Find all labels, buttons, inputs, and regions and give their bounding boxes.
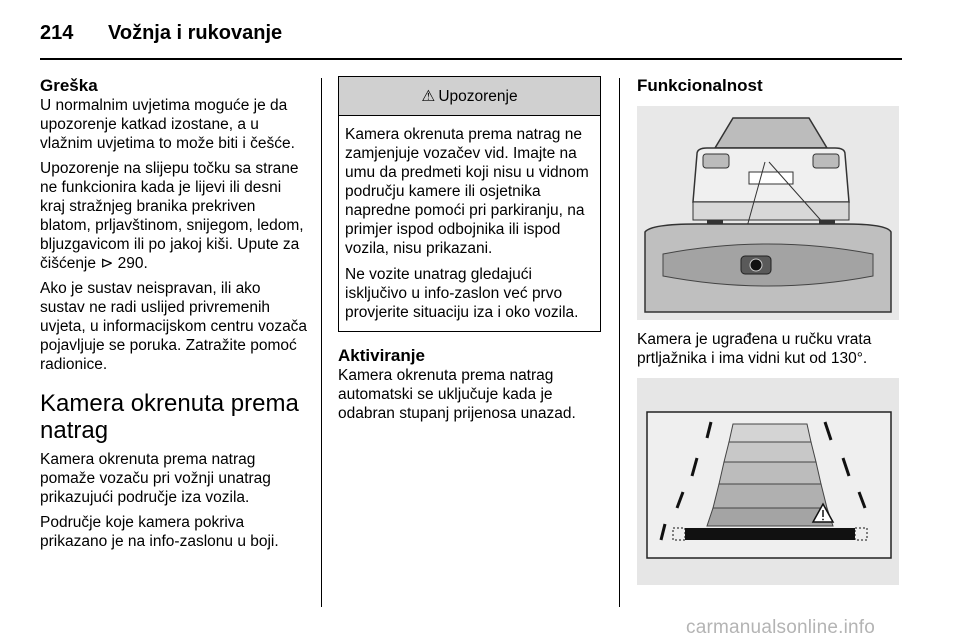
warning-box-header	[339, 77, 600, 116]
column-1	[40, 76, 308, 557]
rear-bumper	[693, 202, 849, 220]
right-tail-light	[813, 154, 839, 168]
fault-heading: Greška	[40, 76, 98, 95]
fault-paragraph-3: Ako je sustav neispravan, ili ako sustav ne radi uslijed privremenih uvjeta, u informacijskom centru vozača pojavljuje se poruka. Zatražite pomoć radionice.	[40, 280, 308, 373]
warning-paragraph-2: Ne vozite unatrag gledajući isključivo u info-zaslon već prvo provjerite situaciju iza i oko vozila.	[345, 266, 579, 321]
column-divider-1	[321, 78, 322, 607]
car-rear-window	[715, 118, 827, 148]
warning-title: Upozorenje	[438, 87, 518, 105]
fault-paragraph-2-text: Upozorenje na slijepu točku sa strane ne funkcionira kada je lijevi ili desni kraj stražnjeg branika prekriven blatom, prljavštinom, snijegom, ledom, bljuzgavicom ili po jakoj kiši. Upute za čišćenje	[40, 160, 304, 272]
chapter-title: Vožnja i rukovanje	[108, 22, 283, 44]
guide-band-3	[719, 462, 821, 484]
guide-band-5	[707, 508, 833, 526]
column-2	[338, 76, 602, 429]
column-divider-2	[619, 78, 620, 607]
function-text-block	[637, 330, 901, 374]
warning-body	[339, 116, 600, 331]
camera-lens	[750, 259, 762, 271]
header-rule	[40, 58, 902, 60]
guide-band-2	[724, 442, 816, 462]
warning-triangle-icon: ⚠	[421, 87, 436, 105]
rear-camera-heading: Kamera okrenuta prema natrag	[40, 390, 299, 444]
guide-band-4	[713, 484, 827, 508]
page-reference-number[interactable]: 290.	[117, 255, 148, 272]
activation-paragraph: Kamera okrenuta prema natrag automatski se uključuje kada je odabran stupanj prijenosa unazad.	[338, 367, 576, 422]
camera-display-illustration	[637, 378, 899, 585]
left-tail-light	[703, 154, 729, 168]
page-number: 214	[40, 22, 74, 44]
activation-heading: Aktiviranje	[338, 346, 425, 365]
function-paragraph: Kamera je ugrađena u ručku vrata prtljažnika i ima vidni kut od 130°.	[637, 331, 872, 367]
page-reference-arrow-icon: ⊳	[100, 255, 114, 272]
fault-paragraph-1: U normalnim uvjetima moguće je da upozorenje katkad izostane, a u vlažnim uvjetima to može biti i češće.	[40, 97, 295, 152]
guide-band-1	[729, 424, 811, 442]
column-3	[637, 76, 901, 96]
warning-box	[338, 76, 601, 332]
warning-paragraph-1: Kamera okrenuta prema natrag ne zamjenjuje vozačev vid. Imajte na umu da predmeti koji nisu u vidnom području kamere ili osjetnika napredne pomoći pri parkiranju, na primjer ispod odbojnika ili ispod vozila, nisu prikazani.	[345, 126, 589, 257]
bumper-guide-line	[685, 528, 855, 540]
function-heading: Funkcionalnost	[637, 76, 763, 95]
camera-paragraph-2: Područje koje kamera pokriva prikazano je na info-zaslonu u boji.	[40, 514, 279, 550]
rear-camera-location-illustration	[637, 106, 899, 320]
watermark: carmanualsonline.info	[686, 617, 876, 638]
camera-paragraph-1: Kamera okrenuta prema natrag pomaže vozaču pri vožnji unatrag prikazujući područje iza vozila.	[40, 451, 271, 506]
fault-paragraph-2	[40, 159, 308, 273]
